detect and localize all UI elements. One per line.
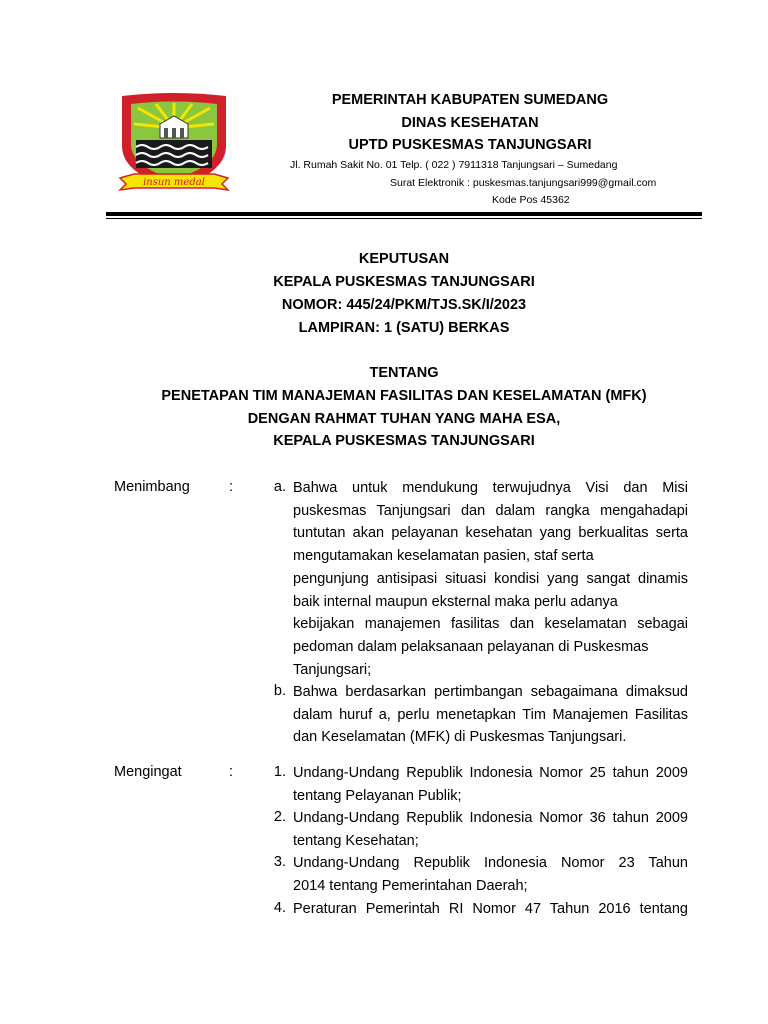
text-line: tentang Kesehatan; bbox=[293, 832, 419, 849]
letterhead-email: Surat Elektronik : puskesmas.tanjungsari999@gmail.com bbox=[390, 177, 657, 189]
list-item-2 bbox=[293, 807, 688, 852]
letterhead-divider-thick bbox=[106, 212, 702, 216]
decree-invocation: DENGAN RAHMAT TUHAN YANG MAHA ESA, bbox=[247, 411, 561, 427]
list-item-4 bbox=[293, 898, 688, 921]
list-marker: 4. bbox=[273, 900, 286, 916]
text-line: Peraturan Pemerintah RI Nomor 47 Tahun 2016 tentang bbox=[293, 901, 688, 917]
text-line: Undang-Undang Republik Indonesia Nomor 23 Tahun bbox=[293, 855, 688, 871]
letterhead-address: Jl. Rumah Sakit No. 01 Telp. ( 022 ) 7911318 Tanjungsari – Sumedang bbox=[290, 159, 618, 171]
text-line: dan Keselamatan (MFK) di Puskesmas Tanjungsari. bbox=[293, 729, 627, 746]
text-line: Bahwa untuk mendukung terwujudnya Visi dan Misi bbox=[293, 480, 688, 496]
list-marker: b. bbox=[273, 683, 286, 699]
text-line: tentang Pelayanan Publik; bbox=[293, 787, 462, 804]
letterhead-postal-code: Kode Pos 45362 bbox=[492, 194, 570, 206]
emblem-ribbon-text: insun medal bbox=[143, 177, 205, 188]
list-item-1 bbox=[293, 762, 688, 807]
letterhead-divider-thin bbox=[106, 218, 702, 219]
text-line: dalam huruf a, perlu menetapkan Tim Manajemen Fasilitas bbox=[293, 706, 688, 723]
text-line: Undang-Undang Republik Indonesia Nomor 36 tahun 2009 bbox=[293, 810, 688, 826]
text-line: mengutamakan keselamatan pasien, staf serta bbox=[293, 548, 594, 565]
list-item-a bbox=[293, 477, 688, 681]
text-line: pengunjung antisipasi situasi kondisi yang sangat dinamis bbox=[293, 570, 688, 587]
letterhead-unit: UPTD PUSKESMAS TANJUNGSARI bbox=[348, 137, 592, 153]
sumedang-regency-emblem bbox=[118, 92, 230, 198]
decree-subject: PENETAPAN TIM MANAJEMAN FASILITAS DAN KESELAMATAN (MFK) bbox=[161, 388, 647, 404]
decree-attachment: LAMPIRAN: 1 (SATU) BERKAS bbox=[298, 320, 510, 336]
decree-authority: KEPALA PUSKESMAS TANJUNGSARI bbox=[273, 433, 535, 449]
section-colon: : bbox=[229, 764, 234, 780]
decree-heading: KEPUTUSAN bbox=[358, 251, 450, 267]
list-item-3 bbox=[293, 852, 688, 897]
list-item-b bbox=[293, 681, 688, 749]
decree-issuer: KEPALA PUSKESMAS TANJUNGSARI bbox=[273, 274, 535, 290]
list-marker: 2. bbox=[273, 809, 286, 825]
text-line: puskesmas Tanjungsari dan dalam rangka mengahadapi bbox=[293, 502, 688, 519]
list-marker: 3. bbox=[273, 854, 286, 870]
text-line: Undang-Undang Republik Indonesia Nomor 25 tahun 2009 bbox=[293, 765, 688, 781]
text-line: tuntutan akan pelayanan kesehatan yang berkualitas serta bbox=[293, 525, 688, 542]
letterhead-government: PEMERINTAH KABUPATEN SUMEDANG bbox=[331, 92, 609, 108]
section-colon: : bbox=[229, 479, 234, 495]
text-line: pedoman dalam pelaksanaan pelayanan di Puskesmas bbox=[293, 638, 649, 655]
text-line: 2014 tentang Pemerintahan Daerah; bbox=[293, 877, 528, 894]
text-line: baik internal maupun eksternal maka perlu adanya bbox=[293, 593, 618, 610]
decree-about-label: TENTANG bbox=[369, 365, 439, 381]
text-line: Tanjungsari; bbox=[293, 661, 372, 678]
decree-number: NOMOR: 445/24/PKM/TJS.SK/I/2023 bbox=[281, 297, 527, 313]
list-marker: 1. bbox=[273, 764, 286, 780]
section-label-mengingat: Mengingat bbox=[114, 764, 182, 780]
section-label-menimbang: Menimbang bbox=[114, 479, 190, 495]
text-line: kebijakan manajemen fasilitas dan keselamatan sebagai bbox=[293, 616, 688, 633]
list-marker: a. bbox=[273, 479, 286, 495]
letterhead-department: DINAS KESEHATAN bbox=[401, 115, 539, 131]
text-line: Bahwa berdasarkan pertimbangan sebagaimana dimaksud bbox=[293, 684, 688, 700]
